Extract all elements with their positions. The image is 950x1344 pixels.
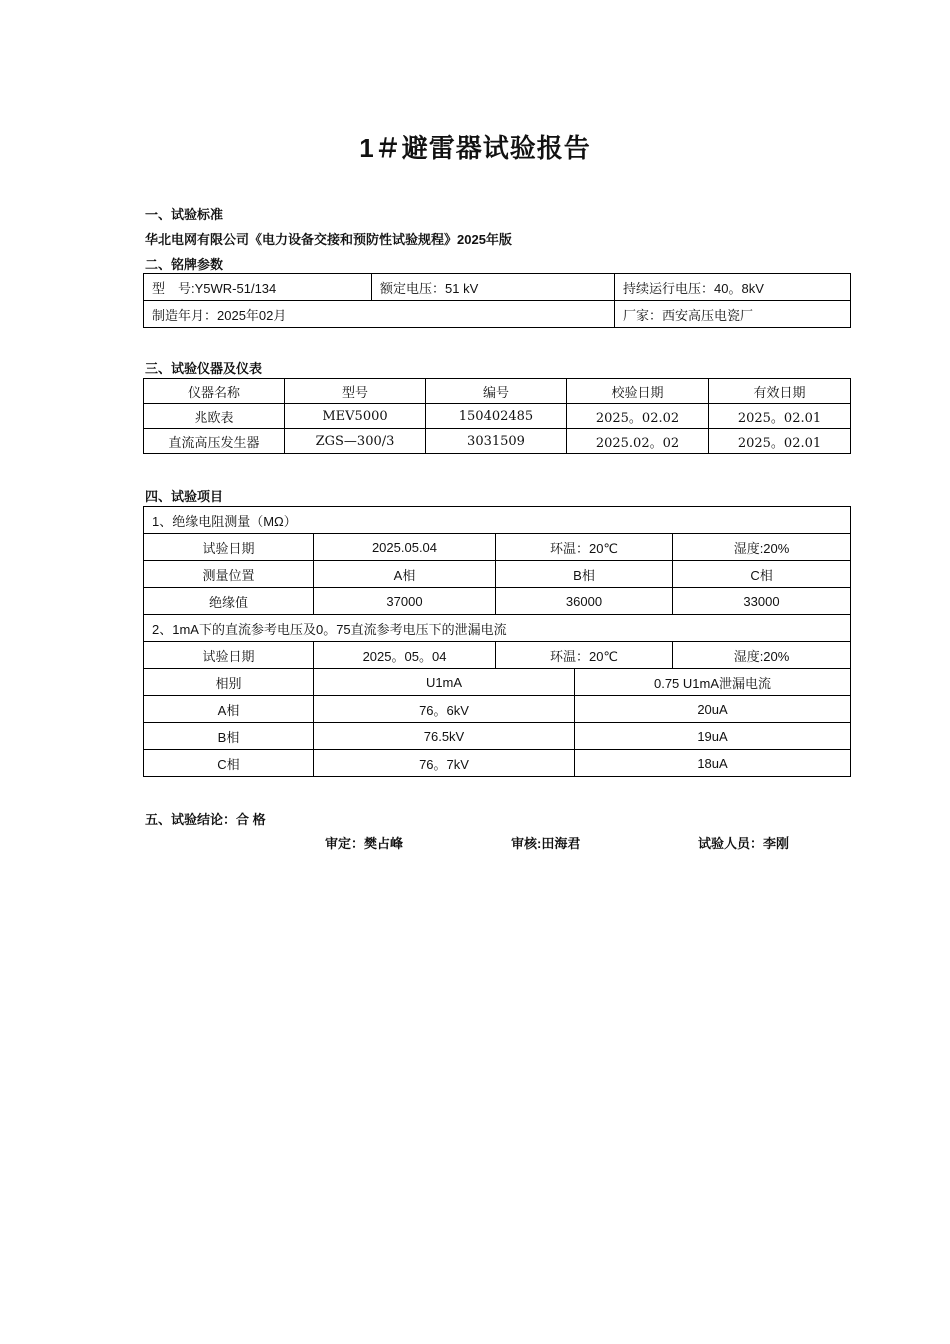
approver: 审定：樊占峰 [325,836,404,851]
table-row [144,507,851,534]
humidity: 湿度:20% [673,534,851,561]
date-label: 试验日期 [144,642,314,669]
table-row [144,274,851,301]
ambient-temp: 环温：20℃ [496,642,673,669]
phase-a-value: 37000 [314,588,496,615]
manufacturer-cell: 厂家：西安高压电瓷厂 [615,301,851,328]
table-row [144,696,851,723]
nameplate-table [143,273,851,328]
table-row [144,534,851,561]
table-cell: 150402485 [426,404,567,429]
value-label: 绝缘值 [144,588,314,615]
test-date: 2025.05.04 [314,534,496,561]
table-cell: 3031509 [426,429,567,454]
standard-heading: 一、试验标准 [145,207,224,222]
table-cell: 2025。02.02 [567,404,709,429]
phase-c-value: 33000 [673,588,851,615]
table-cell: MEV5000 [285,404,426,429]
table-row [144,404,851,429]
phase-c-label: C相 [673,561,851,588]
table-row [144,588,851,615]
table-cell: 18uA [575,750,851,777]
ambient-temp: 环温：20℃ [496,534,673,561]
phase-b-label: B相 [496,561,673,588]
col-header: 校验日期 [567,379,709,404]
conclusion: 五、试验结论：合 格 [145,812,266,827]
table-cell: 直流高压发生器 [144,429,285,454]
phase-b-value: 36000 [496,588,673,615]
table-row [144,429,851,454]
table-cell: 2025。02.01 [709,429,851,454]
col-header: 仪器名称 [144,379,285,404]
table-cell: 76.5kV [314,723,575,750]
rated-voltage-cell: 额定电压：51 kV [372,274,615,301]
table-cell: 兆欧表 [144,404,285,429]
test-date: 2025。05。04 [314,642,496,669]
col-header: U1mA [314,669,575,696]
humidity: 湿度:20% [673,642,851,669]
report-title: 1＃避雷器试验报告 [359,133,591,163]
instruments-heading: 三、试验仪器及仪表 [145,361,263,376]
table-row [144,642,851,669]
standard-text: 华北电网有限公司《电力设备交接和预防性试验规程》2025年版 [145,232,512,247]
manufacture-date-cell: 制造年月：2025年02月 [144,301,615,328]
table-cell: 76。6kV [314,696,575,723]
table-cell: 20uA [575,696,851,723]
table-cell: ZGS—300/3 [285,429,426,454]
continuous-voltage-cell: 持续运行电压：40。8kV [615,274,851,301]
nameplate-heading: 二、铭牌参数 [145,257,224,272]
table-cell: A相 [144,696,314,723]
table-cell: B相 [144,723,314,750]
col-header: 编号 [426,379,567,404]
table-row [144,561,851,588]
col-header: 0.75 U1mA泄漏电流 [575,669,851,696]
table-row [144,615,851,642]
table-cell: 2025。02.01 [709,404,851,429]
table-cell: C相 [144,750,314,777]
table-row [144,723,851,750]
dc-title: 2、1mA下的直流参考电压及0。75直流参考电压下的泄漏电流 [144,615,851,642]
table-row [144,301,851,328]
col-header: 型号 [285,379,426,404]
instruments-table [143,378,851,454]
table-cell: 2025.02。02 [567,429,709,454]
tester: 试验人员：李刚 [698,836,790,851]
table-cell: 19uA [575,723,851,750]
table-row [144,750,851,777]
position-label: 测量位置 [144,561,314,588]
col-header: 有效日期 [709,379,851,404]
insulation-title: 1、绝缘电阻测量（MΩ） [144,507,851,534]
reviewer: 审核:田海君 [511,836,581,851]
tests-heading: 四、试验项目 [145,489,224,504]
phase-a-label: A相 [314,561,496,588]
col-header: 相别 [144,669,314,696]
tests-table [143,506,851,777]
date-label: 试验日期 [144,534,314,561]
model-cell: 型 号:Y5WR-51/134 [144,274,372,301]
table-header-row [144,669,851,696]
table-cell: 76。7kV [314,750,575,777]
table-header-row [144,379,851,404]
